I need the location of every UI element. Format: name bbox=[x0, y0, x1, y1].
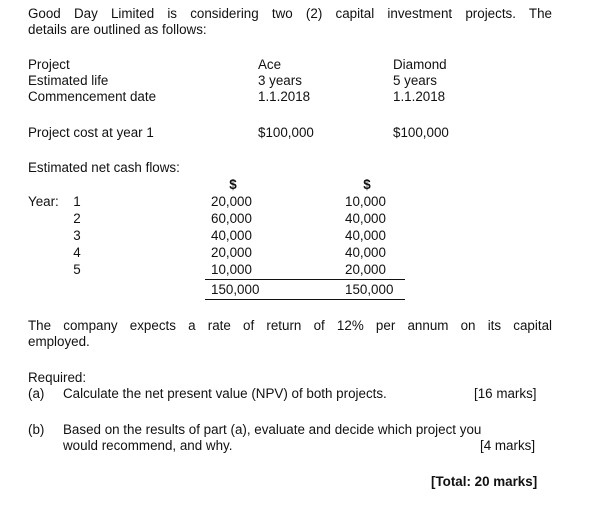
year-4: 4 bbox=[73, 245, 81, 260]
part-a-text: Calculate the net present value (NPV) of both projects. bbox=[63, 386, 387, 401]
intro-line-2: details are outlined as follows: bbox=[28, 22, 207, 37]
diamond-currency: $ bbox=[363, 177, 371, 192]
project-cost-label: Project cost at year 1 bbox=[28, 125, 154, 140]
ace-cf-year-3: 40,000 bbox=[211, 228, 252, 243]
cash-flows-heading: Estimated net cash flows: bbox=[28, 160, 180, 175]
subtotal-rule bbox=[205, 279, 405, 280]
total-rule bbox=[205, 299, 405, 300]
diamond-cf-year-1: 10,000 bbox=[345, 194, 386, 209]
year-label: Year: bbox=[28, 194, 59, 209]
ace-currency: $ bbox=[229, 177, 237, 192]
year-5: 5 bbox=[73, 262, 81, 277]
part-b-line-1: Based on the results of part (a), evaluate and decide which project you bbox=[63, 422, 482, 437]
diamond-cf-year-4: 40,000 bbox=[345, 245, 386, 260]
ace-cf-year-2: 60,000 bbox=[211, 211, 252, 226]
part-b-line-2: would recommend, and why. bbox=[63, 438, 233, 453]
project-cost-ace: $100,000 bbox=[258, 125, 314, 140]
diamond-commencement: 1.1.2018 bbox=[393, 89, 446, 104]
ace-cf-year-1: 20,000 bbox=[211, 194, 252, 209]
ace-cf-year-4: 20,000 bbox=[211, 245, 252, 260]
diamond-cf-total: 150,000 bbox=[345, 282, 394, 297]
required-heading: Required: bbox=[28, 370, 87, 385]
ace-cf-total: 150,000 bbox=[211, 282, 260, 297]
label-project: Project bbox=[28, 57, 70, 72]
total-marks: [Total: 20 marks] bbox=[431, 474, 538, 489]
ace-life: 3 years bbox=[258, 73, 302, 88]
diamond-life: 5 years bbox=[393, 73, 437, 88]
ace-cf-year-5: 10,000 bbox=[211, 262, 252, 277]
year-2: 2 bbox=[73, 211, 81, 226]
part-a-label: (a) bbox=[28, 386, 45, 401]
year-3: 3 bbox=[73, 228, 81, 243]
return-line-2: employed. bbox=[28, 334, 90, 349]
part-b-marks: [4 marks] bbox=[480, 438, 536, 453]
return-line-1: The company expects a rate of return of 12% per annum on its capital bbox=[28, 318, 552, 333]
intro-line-1: Good Day Limited is considering two (2) capital investment projects. The bbox=[28, 6, 552, 21]
diamond-cf-year-3: 40,000 bbox=[345, 228, 386, 243]
year-1: 1 bbox=[73, 194, 81, 209]
label-commencement-date: Commencement date bbox=[28, 89, 157, 104]
diamond-cf-year-5: 20,000 bbox=[345, 262, 386, 277]
diamond-cf-year-2: 40,000 bbox=[345, 211, 386, 226]
diamond-name: Diamond bbox=[393, 57, 447, 72]
part-b-label: (b) bbox=[28, 422, 45, 437]
ace-name: Ace bbox=[258, 57, 282, 72]
ace-commencement: 1.1.2018 bbox=[258, 89, 311, 104]
part-a-marks: [16 marks] bbox=[474, 386, 537, 401]
project-cost-diamond: $100,000 bbox=[393, 125, 449, 140]
label-estimated-life: Estimated life bbox=[28, 73, 109, 88]
